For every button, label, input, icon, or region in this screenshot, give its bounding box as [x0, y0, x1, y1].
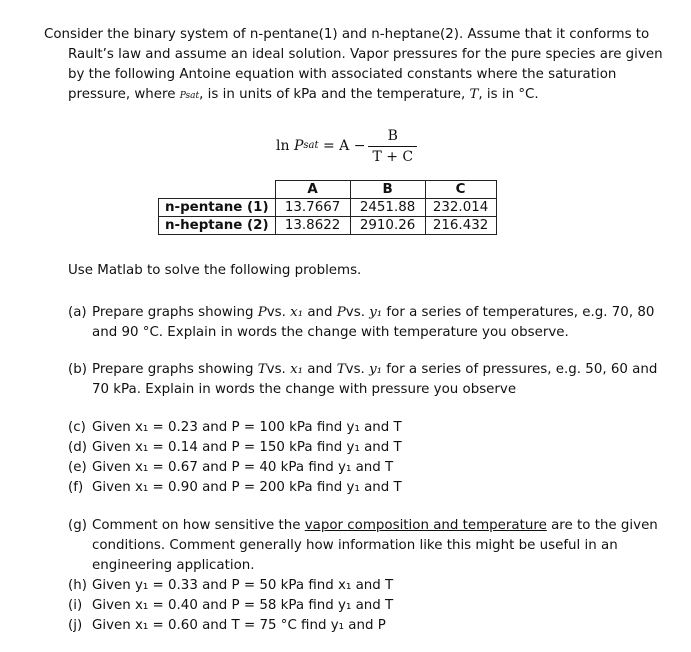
problem-g: [68, 516, 658, 576]
table-header-row: [159, 181, 497, 199]
equation-sat: sat: [303, 140, 319, 151]
intro-line-4: pressure, where Psat, is in units of kPa and the temperature, T, is in °C.: [68, 87, 539, 102]
problem-label: (c): [68, 420, 86, 435]
table-cell: 2451.88: [350, 199, 425, 217]
underlined-phrase: vapor composition and temperature: [304, 518, 547, 533]
equation-equals: = A −: [322, 138, 366, 154]
problem-b-line-2: 70 kPa. Explain in words the change with pressure you observe: [92, 382, 517, 397]
problem-e: [68, 458, 658, 478]
problem-label: (h): [68, 578, 87, 593]
problem-label: (i): [68, 598, 83, 613]
problem-a-line-2: and 90 °C. Explain in words the change with temperature you observe.: [92, 325, 569, 340]
problem-j: [68, 616, 658, 636]
table-corner: [159, 181, 276, 199]
problem-text: Given x₁ = 0.40 and P = 58 kPa find y₁ and T: [92, 598, 394, 613]
problem-label: (f): [68, 480, 84, 495]
problem-d: [68, 438, 658, 458]
problem-a: [68, 303, 658, 343]
problem-text: Given x₁ = 0.67 and P = 40 kPa find y₁ and T: [92, 460, 394, 475]
row-label-pentane: n-pentane (1): [159, 199, 276, 217]
table-cell: 232.014: [425, 199, 496, 217]
equation-ln: ln: [276, 138, 290, 154]
problem-g-line-3: engineering application.: [92, 558, 255, 573]
intro-line-3: by the following Antoine equation with associated constants where the saturation: [68, 67, 617, 82]
intro-line-1: Consider the binary system of n-pentane(1) and n-heptane(2). Assume that it conforms to: [44, 27, 650, 42]
header-b: B: [350, 181, 425, 199]
equation-p: P: [293, 138, 304, 154]
problem-text: Given x₁ = 0.90 and P = 200 kPa find y₁ and T: [92, 480, 402, 495]
problem-label: (g): [68, 518, 87, 533]
problem-g-line-2: conditions. Comment generally how information like this might be useful in an: [92, 538, 618, 553]
problem-b: [68, 360, 658, 400]
problem-text: Given y₁ = 0.33 and P = 50 kPa find x₁ and T: [92, 578, 394, 593]
matlab-instruction: Use Matlab to solve the following problems.: [68, 263, 362, 278]
table-cell: 13.8622: [275, 217, 350, 235]
problem-i: [68, 596, 658, 616]
antoine-equation: [276, 122, 417, 170]
problem-label: (e): [68, 460, 87, 475]
problem-f: [68, 478, 658, 498]
psat-symbol: Psat: [179, 91, 200, 101]
problem-label: (b): [68, 362, 87, 377]
antoine-constants-table: [158, 180, 497, 235]
problem-text: Given x₁ = 0.14 and P = 150 kPa find y₁ and T: [92, 440, 402, 455]
problem-b-line-1: Prepare graphs showing Tvs. x₁ and Tvs. y₁ for a series of pressures, e.g. 50, 60 and: [92, 362, 658, 377]
problem-label: (j): [68, 618, 83, 633]
problem-label: (d): [68, 440, 87, 455]
problem-h: [68, 576, 658, 596]
temperature-symbol: T: [469, 87, 479, 102]
problem-c: [68, 418, 658, 438]
row-label-heptane: n-heptane (2): [159, 217, 276, 235]
table-row: [159, 199, 497, 217]
header-c: C: [425, 181, 496, 199]
intro-line-2: Rault’s law and assume an ideal solution. Vapor pressures for the pure species are given: [68, 47, 663, 62]
problem-text: Given x₁ = 0.23 and P = 100 kPa find y₁ and T: [92, 420, 402, 435]
table-cell: 216.432: [425, 217, 496, 235]
problem-text: Given x₁ = 0.60 and T = 75 °C find y₁ and P: [92, 618, 386, 633]
problem-label: (a): [68, 305, 87, 320]
equation-numerator: B: [387, 127, 398, 144]
problem-g-line-1: Comment on how sensitive the vapor composition and temperature are to the given: [92, 518, 658, 533]
table-row: [159, 217, 497, 235]
intro-paragraph: [44, 25, 664, 106]
header-a: A: [275, 181, 350, 199]
table-cell: 13.7667: [275, 199, 350, 217]
problem-a-line-1: Prepare graphs showing Pvs. x₁ and Pvs. y₁ for a series of temperatures, e.g. 70, 80: [92, 305, 655, 320]
table-cell: 2910.26: [350, 217, 425, 235]
equation-fraction: [368, 126, 417, 167]
equation-denominator: T + C: [368, 146, 417, 167]
